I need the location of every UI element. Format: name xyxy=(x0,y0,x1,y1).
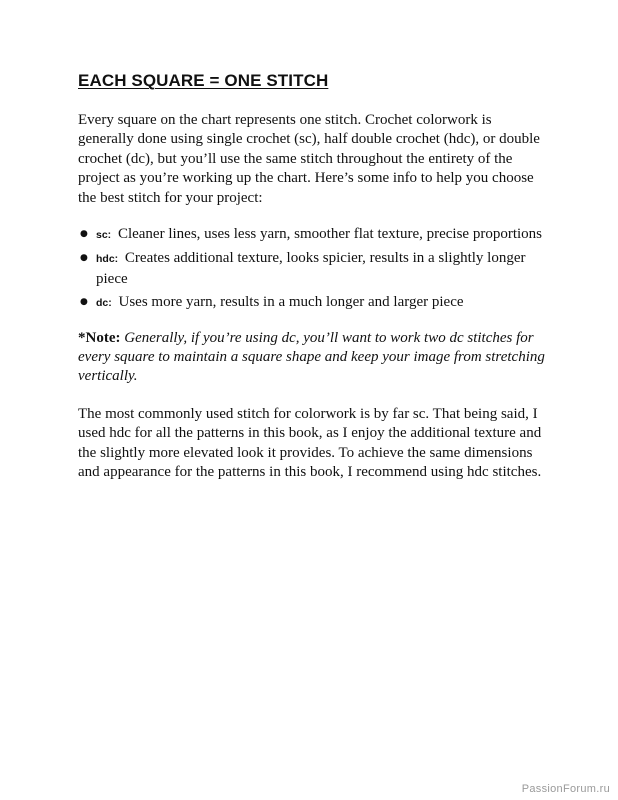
closing-paragraph: The most commonly used stitch for colorwork is by far sc. That being said, I used hdc for all the patterns in this book, as I enjoy the additional texture and the slightly more elevated look it provides. To achieve the same dimensions and appearance for the patterns in this book, I recommend using hdc stitches. xyxy=(78,405,542,481)
bullet-icon: ● xyxy=(80,253,88,264)
note-text: Generally, if you’re using dc, you’ll want to work two dc stitches for every square to maintain a square shape and keep your image from stretching vertically. xyxy=(78,329,545,385)
stitch-description: Uses more yarn, results in a much longer and larger piece xyxy=(118,294,464,311)
bullet-icon: ● xyxy=(80,229,88,240)
stitch-description: Creates additional texture, looks spicier, results in a slightly longer piece xyxy=(96,250,526,287)
intro-paragraph: Every square on the chart represents one stitch. Crochet colorwork is generally done using single crochet (sc), half double crochet (hdc), or double crochet (dc), but you’ll use the same stitch throughout the entirety of the project as you’re working up the chart. Here’s some info to help you choose the best stitch for your project: xyxy=(78,112,540,206)
note-label: *Note: xyxy=(78,329,121,346)
section-heading: EACH SQUARE = ONE STITCH xyxy=(78,71,329,90)
bullet-icon: ● xyxy=(80,297,88,308)
stitch-description: Cleaner lines, uses less yarn, smoother flat texture, precise proportions xyxy=(117,226,542,243)
list-item-dc xyxy=(78,293,548,313)
document-page xyxy=(78,70,548,483)
stitch-term: sc: xyxy=(96,229,112,242)
list-item-sc xyxy=(78,225,548,245)
stitch-list xyxy=(78,225,548,314)
stitch-term: hdc: xyxy=(96,253,119,266)
watermark: PassionForum.ru xyxy=(521,783,610,795)
note-paragraph xyxy=(78,329,548,387)
stitch-term: dc: xyxy=(96,297,112,310)
list-item-hdc xyxy=(78,249,548,289)
